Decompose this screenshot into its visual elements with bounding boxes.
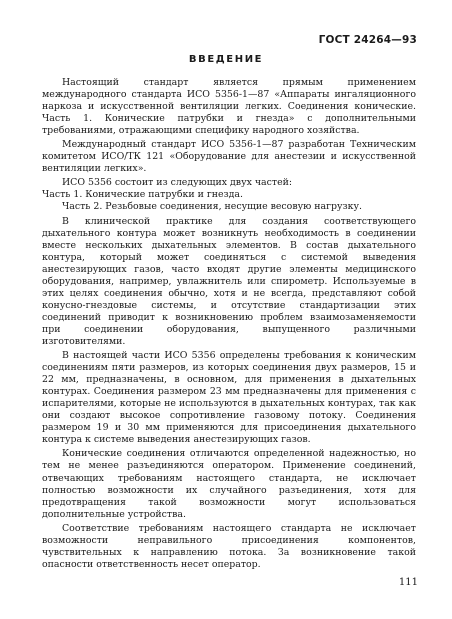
paragraph-3: ИСО 5356 состоит из следующих двух частей: <box>62 177 293 189</box>
paragraph-8: Конические соединения отличаются определенной надежностью, но тем не менее разъединяются оператором. Применение соединений, отвечающих требованиям настоящего стандарта, не исключает полностью возможности их случайного разъединения, хотя для предотвращения такой возможности могут использоваться дополнительные устройства. <box>42 448 416 520</box>
page-number: 111 <box>398 577 418 588</box>
section-title: ВВЕДЕНИЕ <box>188 54 264 65</box>
body-text <box>42 77 416 573</box>
paragraph-2: Международный стандарт ИСО 5356-1—87 разработан Техническим комитетом ИСО/ТК 121 «Оборудование для анестезии и искусственной вентиляции легких». <box>42 139 416 175</box>
standard-code-header: ГОСТ 24264—93 <box>318 34 417 46</box>
paragraph-4: Часть 1. Конические патрубки и гнезда. <box>42 189 243 201</box>
paragraph-5: Часть 2. Резьбовые соединения, несущие весовую нагрузку. <box>62 201 362 213</box>
paragraph-1: Настоящий стандарт является прямым применением международного стандарта ИСО 5356-1—87 «Аппараты ингаляционного наркоза и искусственной вентиляции легких. Соединения конические. Часть 1. Конические патрубки и гнезда» с дополнительными требованиями, отражающими специфику народного хозяйства. <box>42 77 416 137</box>
paragraph-9: Соответствие требованиям настоящего стандарта не исключает возможности неправильного присоединения компонентов, чувствительных к направлению потока. За возникновение такой опасности ответственность несет оператор. <box>42 522 416 570</box>
paragraph-7: В настоящей части ИСО 5356 определены требования к коническим соединениям пяти размеров, из которых соединения двух размеров, 15 и 22 мм, предназначены, в основном, для применения в дыхательных контурах. Соединения размером 23 мм предназначены для применения с испарителями, которые не используются в дыхательных контурах, так как они создают высокое сопротивление газовому потоку. Соединения размером 19 и 30 мм применяются для присоединения дыхательного контура к системе выведения анестезирующих газов. <box>42 350 416 446</box>
paragraph-6: В клинической практике для создания соответствующего дыхательного контура может возникнуть необходимость в соединении вместе нескольких дыхательных элементов. В состав дыхательного контура, который может соединяться с системой выведения анестезирующих газов, часто входят другие элементы медицинского оборудования, например, увлажнитель или спирометр. Используемые в этих целях соединения обычно, хотя и не всегда, представляют собой конусно-гнездовые системы, и отсутствие стандартизации этих соединений приводит к возникновению проблем взаимозаменяемости при соединении оборудования, выпущенного различными изготовителями. <box>42 215 416 347</box>
